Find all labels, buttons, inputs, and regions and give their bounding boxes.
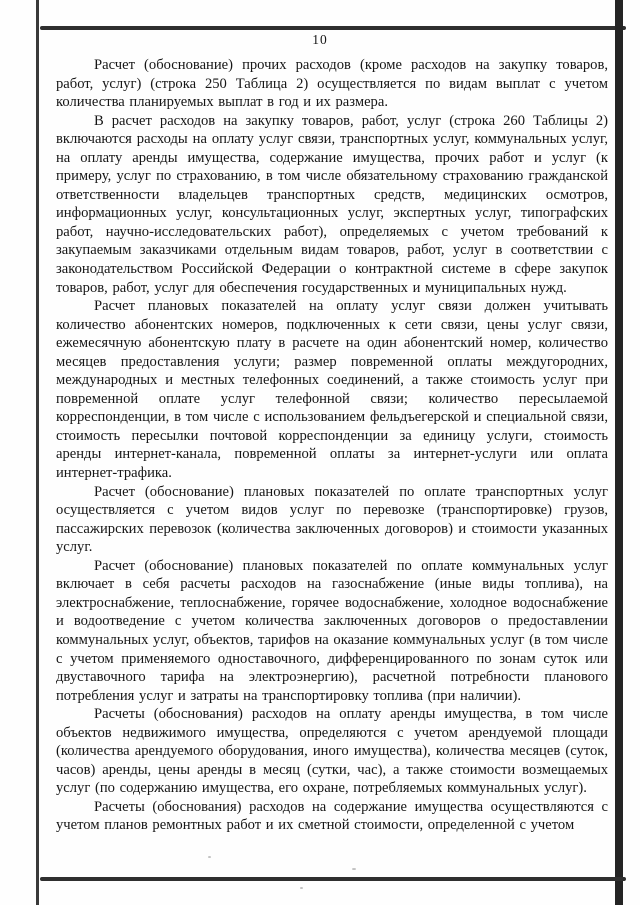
scan-border-bottom [40,877,626,881]
paragraph-soderzhanie-imushchestva: Расчеты (обоснования) расходов на содержание имущества осуществляются с учетом планов ремонтных работ и их сметной стоимости, определенной с учетом [56,798,608,834]
page-content [56,56,608,835]
scan-noise [352,868,356,870]
scan-noise [208,856,211,858]
scan-noise [300,887,303,889]
paragraph-kommunalnye-uslugi: Расчет (обоснование) плановых показателей по оплате коммунальных услуг включает в себя расчеты расходов на газоснабжение (иные виды топлива), на электроснабжение, теплоснабжение, горячее водоснабжение, холодное водоснабжение и водоотведение с учетом количества заключенных договоров о предоставлении коммунальных услуг, объектов, тарифов на оказание коммунальных услуг (в том числе с учетом применяемого одноставочного, дифференцированного по зонам суток или двуставочного тарифа на электроэнергию), расчетной потребности планового потребления услуг и затраты на транспортировку топлива (при наличии). [56,557,608,704]
scan-border-left [36,0,39,905]
page-number: 10 [312,32,328,47]
paragraph-zakupka-tovarov: В расчет расходов на закупку товаров, работ, услуг (строка 260 Таблицы 2) включаются расходы на оплату услуг связи, транспортных услуг, коммунальных услуг, на оплату аренды имущества, содержание имущества, прочих работ и услуг (к примеру, услуг по страхованию, в том числе обязательному страхованию гражданской ответственности владельцев транспортных средств, медицинских осмотров, информационных услуг, консультационных услуг, экспертных услуг, типографских работ, научно-исследовательских работ), определяемых с учетом требований к закупаемым заказчиками отдельным видам товаров, работ, услуг в соответствии с законодательством Российской Федерации о контрактной системе в сфере закупок товаров, работ, услуг для обеспечения государственных и муниципальных нужд. [56,112,608,296]
paragraph-prochie-rashody: Расчет (обоснование) прочих расходов (кроме расходов на закупку товаров, работ, услуг) (строка 250 Таблица 2) осуществляется по видам выплат с учетом количества планируемых выплат в год и их размера. [56,57,608,111]
scan-border-right [615,0,623,905]
paragraph-uslugi-svyazi: Расчет плановых показателей на оплату услуг связи должен учитывать количество абонентских номеров, подключенных к сети связи, цены услуг связи, ежемесячную абонентскую плату в расчете на один абонентский номер, количество месяцев предоставления услуги; размер повременной оплаты междугородних, международных и местных телефонных соединений, а также стоимость услуг при повременной оплате услуг телефонной связи; количество пересылаемой корреспонденции, в том числе с использованием фельдъегерской и специальной связи, стоимость пересылки почтовой корреспонденции за единицу услуги, стоимость аренды интернет-канала, повременной оплаты за интернет-услуги или оплата интернет-трафика. [56,298,608,482]
scan-border-top [40,26,626,30]
paragraph-transportnye-uslugi: Расчет (обоснование) плановых показателей по оплате транспортных услуг осуществляется с учетом видов услуг по перевозке (транспортировке) грузов, пассажирских перевозок (количества заключенных договоров) и стоимости указанных услуг. [56,483,608,556]
paragraph-arenda-imushchestva: Расчеты (обоснования) расходов на оплату аренды имущества, в том числе объектов недвижимого имущества, определяются с учетом арендуемой площади (количества арендуемого оборудования, иного имущества), количества месяцев (суток, часов) аренды, цены аренды в месяц (сутки, час), а также стоимости возмещаемых услуг (по содержанию имущества, его охране, потребляемых коммунальных услуг). [56,706,608,797]
